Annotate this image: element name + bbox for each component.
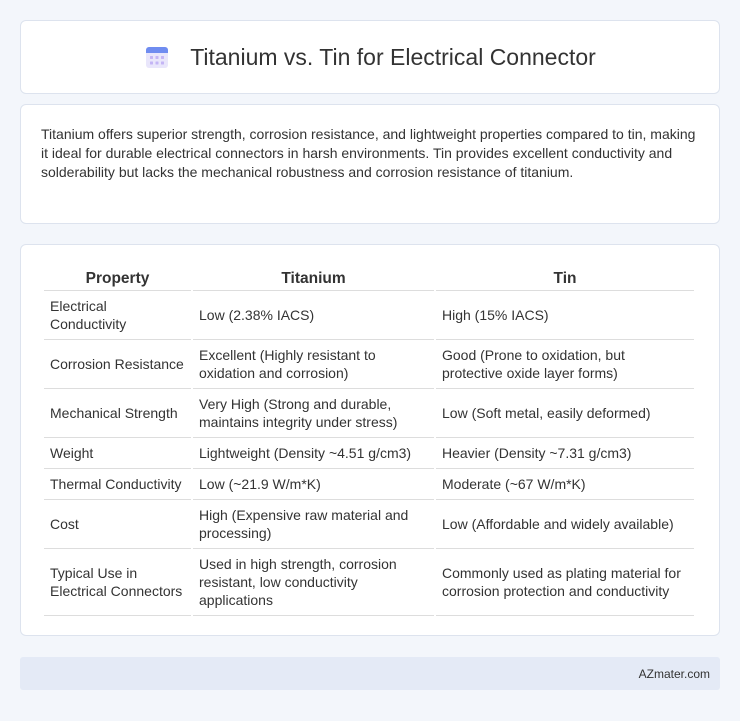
table-row (44, 340, 694, 389)
footer-brand: AZmater.com (638, 666, 710, 681)
cell-tin: Moderate (~67 W/m*K) (436, 469, 694, 500)
cell-titanium: Excellent (Highly resistant to oxidation and corrosion) (193, 340, 434, 389)
cell-tin: Low (Affordable and widely available) (436, 500, 694, 549)
cell-titanium: Very High (Strong and durable, maintains integrity under stress) (193, 389, 434, 438)
intro-text: Titanium offers superior strength, corrosion resistance, and lightweight properties compared to tin, making it ideal for durable electrical connectors in harsh environments. Tin provides excellent conductivity and solderability but lacks the mechanical robustness and corrosion resistance of titanium. (41, 126, 696, 180)
cell-titanium: Low (~21.9 W/m*K) (193, 469, 434, 500)
table-card (20, 244, 720, 636)
footer (20, 657, 720, 690)
cell-titanium: Lightweight (Density ~4.51 g/cm3) (193, 438, 434, 469)
cell-property: Corrosion Resistance (44, 340, 191, 389)
cell-titanium: Used in high strength, corrosion resistant, low conductivity applications (193, 549, 434, 616)
cell-tin: High (15% IACS) (436, 291, 694, 340)
table-row (44, 389, 694, 438)
table-row (44, 549, 694, 616)
table-row (44, 291, 694, 340)
cell-property: Mechanical Strength (44, 389, 191, 438)
cell-tin: Heavier (Density ~7.31 g/cm3) (436, 438, 694, 469)
cell-property: Typical Use in Electrical Connectors (44, 549, 191, 616)
cell-titanium: High (Expensive raw material and processing) (193, 500, 434, 549)
cell-tin: Good (Prone to oxidation, but protective oxide layer forms) (436, 340, 694, 389)
table-row (44, 438, 694, 469)
cell-property: Cost (44, 500, 191, 549)
cell-property: Weight (44, 438, 191, 469)
header-tin: Tin (436, 265, 694, 291)
cell-property: Electrical Conductivity (44, 291, 191, 340)
cell-tin: Low (Soft metal, easily deformed) (436, 389, 694, 438)
comparison-table (42, 265, 696, 616)
table-header-row (44, 265, 694, 291)
cell-tin: Commonly used as plating material for corrosion protection and conductivity (436, 549, 694, 616)
title-card (20, 20, 720, 94)
cell-titanium: Low (2.38% IACS) (193, 291, 434, 340)
header-property: Property (44, 265, 191, 291)
table-row (44, 500, 694, 549)
calendar-icon (144, 44, 170, 70)
table-row (44, 469, 694, 500)
cell-property: Thermal Conductivity (44, 469, 191, 500)
intro-card (20, 104, 720, 224)
header-titanium: Titanium (193, 265, 434, 291)
page-title: Titanium vs. Tin for Electrical Connector (190, 43, 596, 70)
